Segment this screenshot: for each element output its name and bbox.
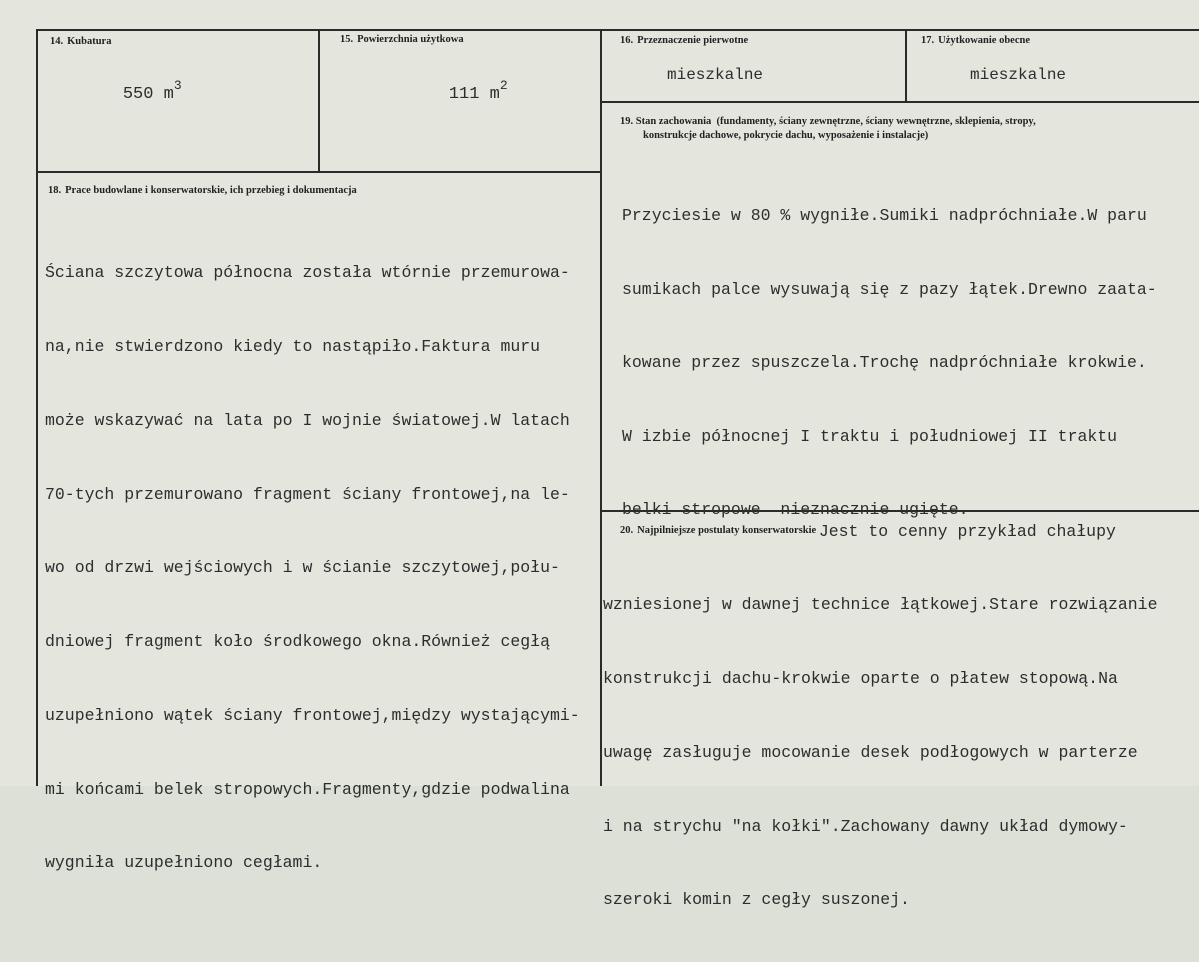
field-20-line: uwagę zasługuje mocowanie desek podłogowych w parterze (603, 742, 1138, 762)
field-18-line: Ściana szczytowa północna została wtórnie przemurowa- (45, 263, 570, 283)
field-20-number: 20. (620, 525, 634, 536)
field-18-line: mi końcami belek stropowych.Fragmenty,gdzie podwalina (45, 779, 570, 799)
field-19-label-line-2 (620, 129, 1036, 143)
field-18-line: na,nie stwierdzono kiedy to nastąpiło.Faktura muru (45, 336, 541, 356)
field-17-label (921, 34, 1030, 47)
field-19-line: belki stropowe nieznacznie ugięte. (622, 500, 969, 519)
field-19-title-1: Stan zachowania (fundamenty, ściany zewnętrzne, ściany wewnętrzne, sklepienia, stropy, (635, 116, 1036, 127)
field-17-number: 17. (921, 35, 935, 46)
field-20-line: wzniesionej w dawnej technice łątkowej.Stare rozwiązanie (603, 595, 1158, 615)
field-14-number: 14. (50, 36, 64, 47)
field-18-line: wygniła uzupełniono cegłami. (45, 853, 323, 873)
field-15-label (340, 33, 464, 46)
field-20-line: szeroki komin z cegły suszonej. (603, 890, 910, 910)
field-19-line: W izbie północnej I traktu i południowej II traktu (622, 426, 1118, 446)
field-20-line: konstrukcji dachu-krokwie oparte o płatew stopową.Na (603, 668, 1118, 688)
field-18-line: 70-tych przemurowano fragment ściany frontowej,na le- (45, 484, 570, 504)
field-18-text (45, 212, 580, 925)
field-19-line: sumikach palce wysuwają się z pazy łątek.Drewno zaata- (622, 279, 1157, 299)
field-20-line: i na strychu "na kołki".Zachowany dawny układ dymowy- (603, 816, 1128, 836)
field-15-value (408, 59, 508, 132)
field-14-value (82, 59, 182, 132)
field-15-title: Powierzchnia użytkowa (357, 34, 464, 45)
field-18-line: uzupełniono wątek ściany frontowej,między wystającymi- (45, 705, 580, 725)
field-19-line: Przyciesie w 80 % wygniłe.Sumiki nadpróchniałe.W paru (622, 206, 1147, 225)
divider-left (36, 29, 38, 786)
field-19-text (622, 155, 1157, 572)
field-19-number: 19. (620, 116, 634, 127)
field-18-title: Prace budowlane i konserwatorskie, ich przebieg i dokumentacja (65, 185, 357, 196)
field-16-value: mieszkalne (667, 66, 764, 84)
field-19-label (620, 115, 1036, 143)
field-19-label-line-1 (620, 115, 1036, 129)
field-16-label (620, 34, 748, 47)
field-15-value-text: 111 m (448, 85, 500, 105)
field-14-title: Kubatura (67, 36, 112, 47)
field-16-title: Przeznaczenie pierwotne (637, 35, 749, 46)
field-18-line: może wskazywać na lata po I wojnie światowej.W latach (45, 410, 570, 430)
field-14-value-text: 550 m (122, 85, 174, 105)
field-15-unit-exponent: 2 (499, 78, 508, 94)
field-16-number: 16. (620, 35, 634, 46)
field-17-title: Użytkowanie obecne (938, 35, 1030, 46)
field-18-number: 18. (48, 185, 62, 196)
divider-top (36, 29, 1199, 31)
field-18-line: wo od drzwi wejściowych i w ścianie szczytowej,połu- (45, 558, 560, 578)
field-18-label (48, 184, 357, 197)
field-19-title-2: konstrukcje dachowe, pokrycie dachu, wyposażenie i instalacje) (643, 130, 929, 141)
field-20-label (620, 525, 819, 536)
field-20-text (603, 544, 1158, 962)
field-20-first-line: Jest to cenny przykład chałupy (818, 522, 1116, 541)
field-15-number: 15. (340, 34, 354, 45)
divider-col-14-15 (318, 29, 320, 172)
field-14-label (50, 35, 111, 48)
field-14-unit-exponent: 3 (173, 78, 182, 94)
divider-row-14-18 (36, 171, 601, 173)
field-17-value: mieszkalne (970, 66, 1067, 84)
field-20-header (620, 520, 1116, 544)
field-19-line: kowane przez spuszczela.Trochę nadpróchniałe krokwie. (622, 353, 1147, 372)
divider-main-vertical (600, 29, 602, 786)
field-18-line: dniowej fragment koło środkowego okna.Również cegłą (45, 632, 550, 652)
divider-row-16-19 (600, 101, 1199, 103)
field-20-title: Najpilniejsze postulaty konserwatorskie (637, 525, 817, 536)
divider-col-16-17 (905, 29, 907, 102)
